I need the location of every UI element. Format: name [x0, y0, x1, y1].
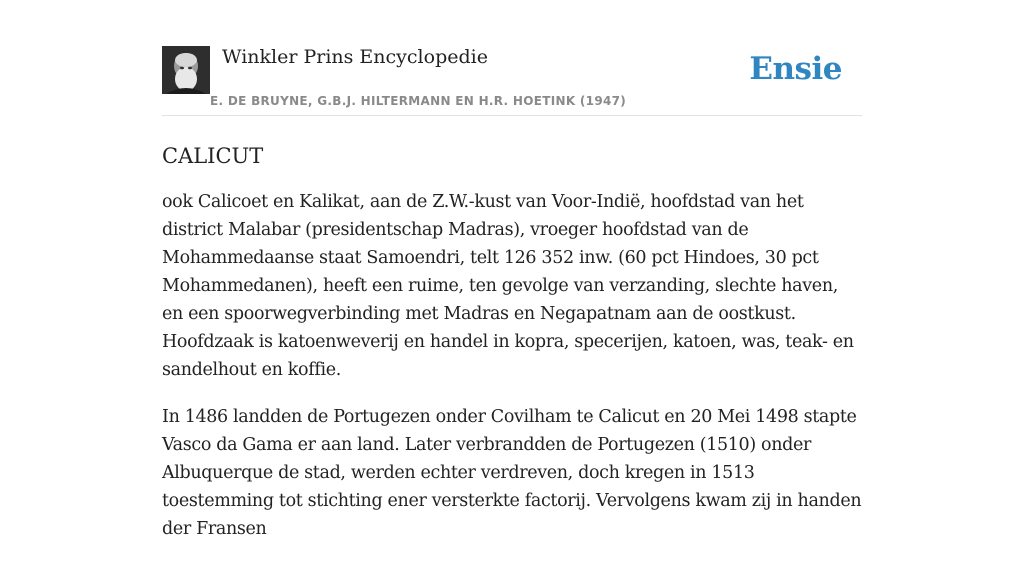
source-title[interactable]: Winkler Prins Encyclopedie	[222, 46, 488, 68]
source-authors: E. DE BRUYNE, G.B.J. HILTERMANN EN H.R. HOETINK (1947)	[210, 94, 627, 108]
article-paragraph: In 1486 landden de Portugezen onder Covilham te Calicut en 20 Mei 1498 stapte Vasco da Gama er aan land. Later verbrandden de Portugezen (1510) onder Albuquerque de stad, werden echter verdreven, doch kregen in 1513 toestemming tot stichting ener versterkte factorij. Vervolgens kwam zij in handen der Fransen	[162, 407, 862, 539]
article-title: CALICUT	[162, 144, 264, 168]
author-avatar[interactable]	[162, 46, 210, 94]
article-paragraph: ook Calicoet en Kalikat, aan de Z.W.-kust van Voor-Indië, hoofdstad van het district Malabar (presidentschap Madras), vroeger hoofdstad van de Mohammedaanse staat Samoendri, telt 126 352 inw. (60 pct Hindoes, 30 pct Mohammedanen), heeft een ruime, ten gevolge van verzanding, slechte haven, en een spoorwegverbinding met Madras en Negapatnam aan de oostkust. Hoofdzaak is katoenweverij en handel in kopra, specerijen, katoen, was, teak- en sandelhout en koffie.	[162, 192, 854, 380]
source-header	[162, 45, 862, 116]
article	[162, 140, 862, 562]
ensie-logo-link[interactable]: Ensie	[749, 51, 842, 87]
author-portrait-icon	[162, 46, 210, 94]
